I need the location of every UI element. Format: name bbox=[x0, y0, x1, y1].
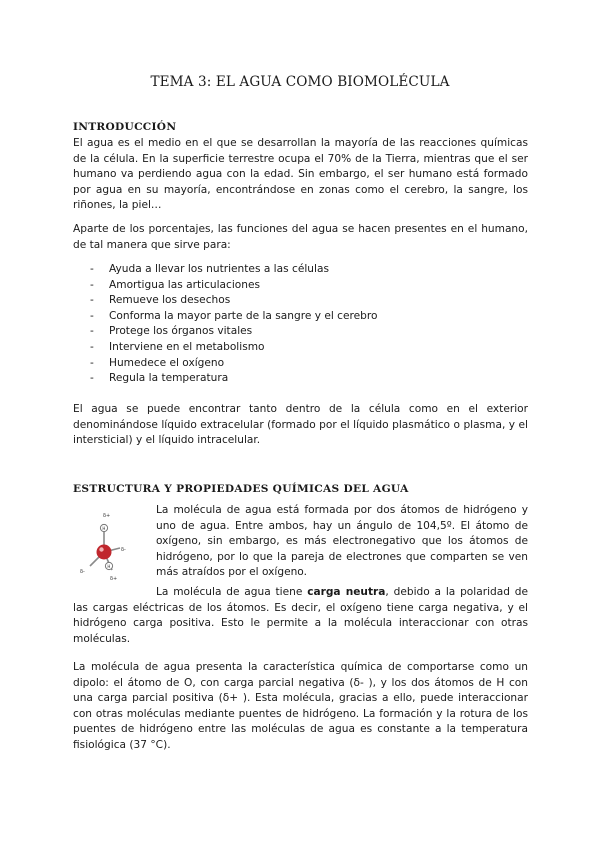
section-heading-introduccion: INTRODUCCIÓN bbox=[73, 121, 177, 133]
estructura-paragraph-3: La molécula de agua presenta la característica química de comportarse como un dipolo: el átomo de O, con carga parcial negativa (δ- ), y los dos átomos de H con una carga parcial positiva (δ+ ). Esta molécula, gracias a ello, puede interaccionar con otras moléculas mediante puentes de hidrógeno. La formación y la rotura de los puentes de hidrógeno entre las moléculas de agua es constante a la temperatura fisiológica (37 °C). bbox=[73, 661, 528, 751]
section-heading-estructura: ESTRUCTURA Y PROPIEDADES QUÍMICAS DEL AGUA bbox=[73, 483, 409, 495]
list-item: - Regula la temperatura bbox=[90, 371, 378, 387]
list-item: - Conforma la mayor parte de la sangre y el cerebro bbox=[90, 309, 378, 325]
water-molecule-figure bbox=[74, 508, 152, 586]
page-title: TEMA 3: EL AGUA COMO BIOMOLÉCULA bbox=[150, 74, 450, 90]
intro-paragraph-1: El agua es el medio en el que se desarrollan la mayoría de las reacciones químicas de la célula. En la superficie terrestre ocupa el 70% de la Tierra, mientras que el ser humano va perdiendo agua con la edad. Sin embargo, el ser humano está formado por agua en su mayoría, encontrándose en zonas como el cerebro, la sangre, los riñones, la piel… bbox=[73, 137, 528, 212]
bold-term: carga neutra bbox=[307, 586, 386, 598]
list-dash: - bbox=[90, 340, 94, 353]
list-item: - Ayuda a llevar los nutrientes a las células bbox=[90, 262, 378, 278]
list-dash: - bbox=[90, 278, 94, 291]
svg-text:H: H bbox=[107, 563, 111, 569]
svg-text:δ-: δ- bbox=[80, 569, 85, 575]
svg-text:H: H bbox=[102, 525, 106, 531]
intro-paragraph-3: El agua se puede encontrar tanto dentro de la célula como en el exterior denominándose líquido extracelular (formado por el líquido plasmático o plasma, y el intersticial) y el líquido intracelular. bbox=[73, 403, 528, 447]
oxygen-atom-icon bbox=[97, 545, 112, 560]
svg-text:δ-: δ- bbox=[121, 547, 126, 553]
list-dash: - bbox=[90, 263, 94, 275]
svg-text:δ+: δ+ bbox=[103, 513, 111, 519]
list-item: - Humedece el oxígeno bbox=[90, 356, 378, 372]
list-item: - Amortigua las articulaciones bbox=[90, 278, 378, 294]
list-dash: - bbox=[90, 372, 94, 385]
list-dash: - bbox=[90, 309, 94, 322]
estructura-paragraph-2: La molécula de agua tiene carga neutra, debido a la polaridad de las cargas eléctricas de los átomos. Es decir, el oxígeno tiene carga negativa, y el hidrógeno carga positiva. Esto le permite a la molécula interaccionar con otras moléculas. bbox=[73, 586, 529, 645]
list-dash: - bbox=[90, 356, 94, 369]
svg-text:δ+: δ+ bbox=[110, 576, 118, 582]
estructura-paragraph-1: La molécula de agua está formada por dos átomos de hidrógeno y uno de agua. Entre ambos, hay un ángulo de 104,5º. El átomo de oxígeno, sin embargo, es más electronegativo que los átomos de hidrógeno, por lo que la pareja de electrones que comparten se ven más atraídos por el oxígeno. bbox=[156, 504, 528, 579]
functions-list bbox=[90, 262, 378, 387]
list-item: - Protege los órganos vitales bbox=[90, 324, 378, 340]
list-item: - Remueve los desechos bbox=[90, 293, 378, 309]
intro-paragraph-2: Aparte de los porcentajes, las funciones del agua se hacen presentes en el humano, de tal manera que sirve para: bbox=[73, 223, 528, 251]
list-item: - Interviene en el metabolismo bbox=[90, 340, 378, 356]
list-dash: - bbox=[90, 294, 94, 307]
list-dash: - bbox=[90, 325, 94, 338]
